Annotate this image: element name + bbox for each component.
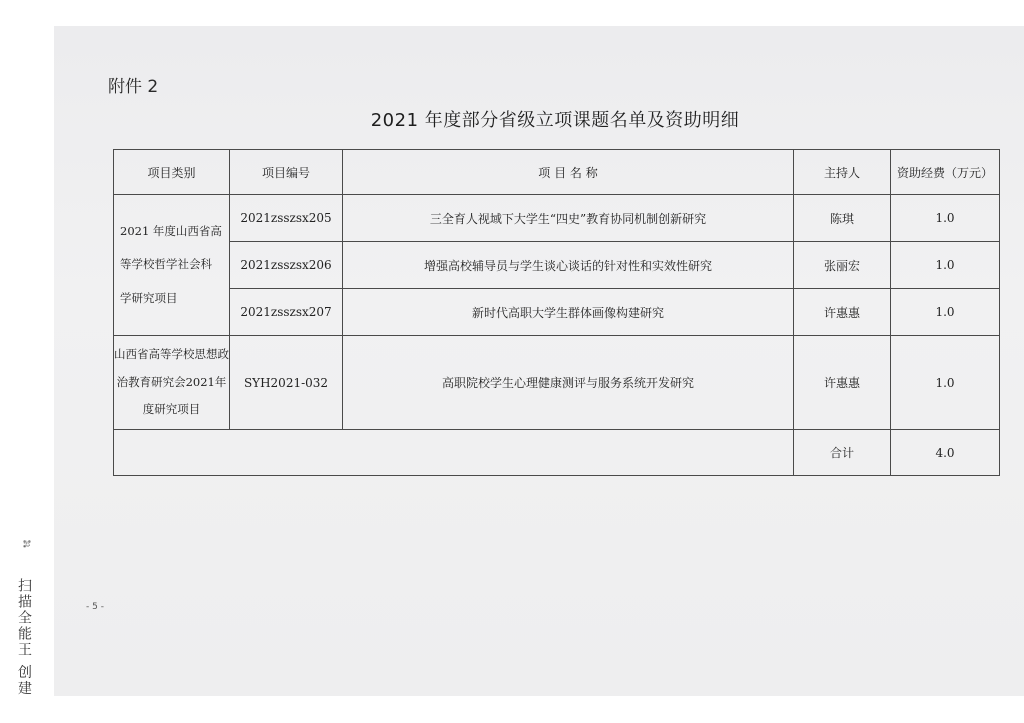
total-value: 4.0 (891, 430, 1000, 476)
project-fund: 1.0 (891, 336, 1000, 430)
project-code: 2021zsszsx207 (230, 289, 343, 336)
document-title: 2021 年度部分省级立项课题名单及资助明细 (370, 110, 740, 131)
qr-code-icon (8, 540, 46, 576)
project-host: 陈琪 (794, 195, 891, 242)
header-fund: 资助经费（万元） (891, 150, 1000, 195)
project-host: 许惠惠 (794, 336, 891, 430)
project-code: 2021zsszsx205 (230, 195, 343, 242)
project-code: 2021zsszsx206 (230, 242, 343, 289)
project-name: 三全育人视域下大学生“四史”教育协同机制创新研究 (343, 195, 794, 242)
header-name: 项 目 名 称 (343, 150, 794, 195)
funding-table (113, 149, 1000, 476)
project-name: 新时代高职大学生群体画像构建研究 (343, 289, 794, 336)
table-row (114, 242, 1000, 289)
table-row (114, 336, 1000, 430)
project-fund: 1.0 (891, 195, 1000, 242)
attachment-label: 附件 2 (108, 77, 159, 97)
header-host: 主持人 (794, 150, 891, 195)
page-number: - 5 - (86, 602, 104, 612)
category-cell: 山西省高等学校思想政治教育研究会2021年度研究项目 (114, 336, 230, 430)
watermark-text: 扫描全能王 创建 (16, 578, 32, 697)
project-name: 高职院校学生心理健康测评与服务系统开发研究 (343, 336, 794, 430)
total-row (114, 430, 1000, 476)
project-fund: 1.0 (891, 242, 1000, 289)
total-label: 合计 (794, 430, 891, 476)
header-code: 项目编号 (230, 150, 343, 195)
project-fund: 1.0 (891, 289, 1000, 336)
project-name: 增强高校辅导员与学生谈心谈话的针对性和实效性研究 (343, 242, 794, 289)
table-header-row (114, 150, 1000, 195)
table-row (114, 195, 1000, 242)
project-code: SYH2021-032 (230, 336, 343, 430)
total-spacer (114, 430, 794, 476)
project-host: 许惠惠 (794, 289, 891, 336)
header-category: 项目类别 (114, 150, 230, 195)
table-row (114, 289, 1000, 336)
category-cell: 2021 年度山西省高等学校哲学社会科学研究项目 (114, 195, 230, 336)
project-host: 张丽宏 (794, 242, 891, 289)
